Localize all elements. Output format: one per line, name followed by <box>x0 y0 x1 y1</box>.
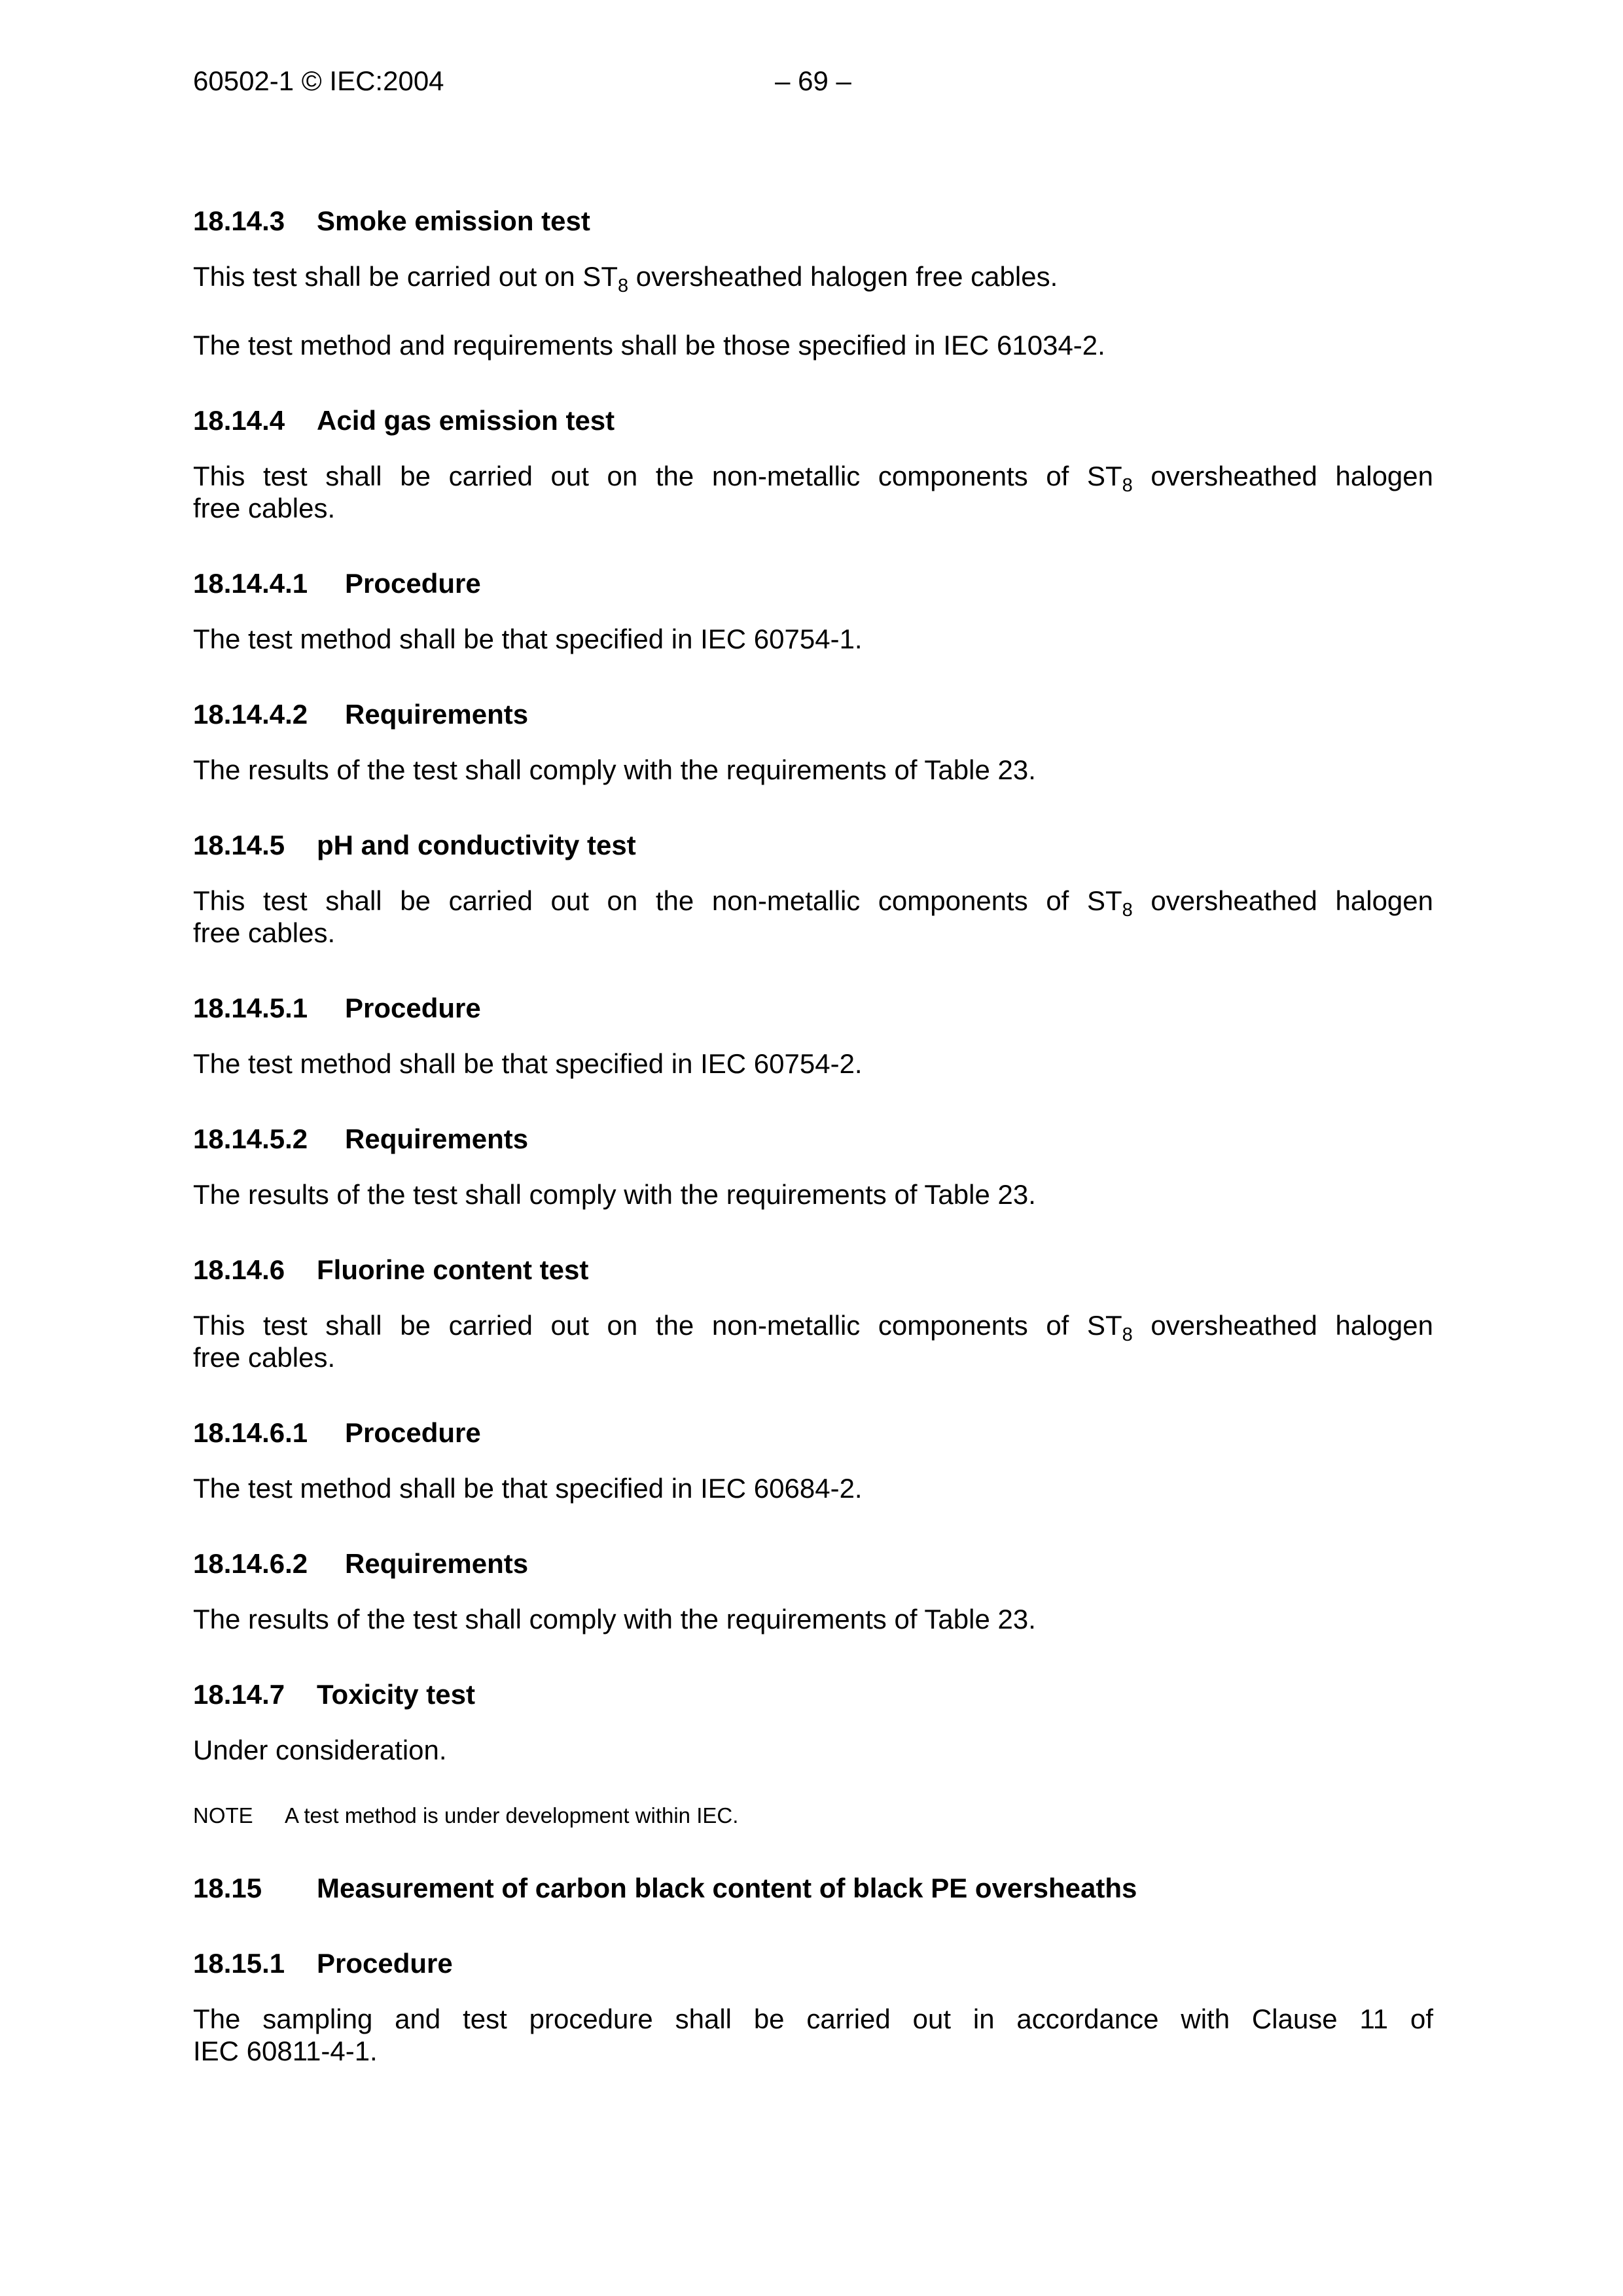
text-line <box>193 917 1433 949</box>
section-heading <box>193 1123 1433 1155</box>
text-line <box>193 1048 1433 1080</box>
text-line <box>193 329 1433 361</box>
text-line <box>193 1309 1434 1345</box>
text-segment: The results of the test shall comply with the requirements of Table 23. <box>193 1604 1036 1634</box>
clause-number: 18.14.4 <box>193 405 285 436</box>
text-segment: Under consideration. <box>193 1735 447 1765</box>
section-heading <box>193 1947 1433 1979</box>
paragraph <box>193 2003 1433 2067</box>
clause-title: Requirements <box>345 1123 529 1154</box>
text-line <box>193 1472 1433 1504</box>
text-segment: This test shall be carried out on ST <box>193 261 618 292</box>
section-heading <box>193 1254 1433 1286</box>
text-line <box>193 1178 1433 1210</box>
clause-number: 18.14.5.1 <box>193 993 308 1023</box>
clause-title: pH and conductivity test <box>317 830 636 860</box>
text-line <box>193 2003 1433 2035</box>
paragraph <box>193 1603 1433 1635</box>
paragraph <box>193 885 1433 949</box>
text-segment: The test method shall be that specified in IEC 60754-2. <box>193 1048 863 1079</box>
text-line <box>193 1603 1433 1635</box>
page-header <box>193 65 1433 97</box>
text-segment: oversheathed halogen free cables. <box>628 261 1058 292</box>
paragraph <box>193 754 1433 786</box>
text-segment: The results of the test shall comply with the requirements of Table 23. <box>193 754 1036 785</box>
clause-title: Toxicity test <box>317 1679 475 1710</box>
section-heading <box>193 404 1433 436</box>
section-heading <box>193 1872 1433 1904</box>
clause-number: 18.14.5.2 <box>193 1123 308 1154</box>
document-reference: 60502-1 © IEC:2004 <box>193 65 444 96</box>
paragraph <box>193 329 1433 361</box>
note-label: NOTE <box>193 1803 253 1828</box>
page-number: – 69 – <box>775 65 851 96</box>
clause-title: Acid gas emission test <box>317 405 615 436</box>
clause-title: Measurement of carbon black content of black PE oversheaths <box>317 1873 1137 1903</box>
paragraph <box>193 1734 1433 1766</box>
clause-number: 18.14.6.1 <box>193 1417 308 1448</box>
text-segment: This test shall be carried out on the non-metallic components of ST <box>193 1310 1122 1341</box>
paragraph <box>193 1048 1433 1080</box>
text-line <box>193 492 1433 524</box>
text-segment: oversheathed halogen <box>1132 1310 1434 1341</box>
text-segment: free cables. <box>193 493 336 523</box>
clause-title: Smoke emission test <box>317 205 590 236</box>
clause-number: 18.14.7 <box>193 1679 285 1710</box>
section-heading <box>193 992 1433 1024</box>
subscript-text: 8 <box>1122 1324 1133 1345</box>
section-heading <box>193 698 1433 730</box>
text-segment: The test method shall be that specified in IEC 60754-1. <box>193 624 863 654</box>
text-segment: oversheathed halogen <box>1132 885 1434 916</box>
clause-number: 18.14.3 <box>193 205 285 236</box>
paragraph <box>193 460 1433 524</box>
clause-title: Fluorine content test <box>317 1254 589 1285</box>
section-heading <box>193 1547 1433 1580</box>
clause-title: Procedure <box>345 993 481 1023</box>
text-segment: oversheathed halogen <box>1132 461 1434 491</box>
clause-number: 18.15 <box>193 1873 262 1903</box>
section-heading <box>193 829 1433 861</box>
section-heading <box>193 1678 1433 1710</box>
paragraph <box>193 1178 1433 1210</box>
text-line <box>193 885 1434 921</box>
paragraph <box>193 1472 1433 1504</box>
clause-number: 18.14.6.2 <box>193 1548 308 1579</box>
document-body <box>193 205 1433 2067</box>
clause-title: Requirements <box>345 1548 529 1579</box>
paragraph <box>193 1309 1433 1373</box>
text-segment: The test method and requirements shall be those specified in IEC 61034-2. <box>193 330 1105 361</box>
text-segment: The sampling and test procedure shall be carried out in accordance with Clause 11 of <box>193 2004 1433 2034</box>
text-segment: free cables. <box>193 917 336 948</box>
text-line <box>193 2035 1433 2067</box>
text-line <box>193 623 1433 655</box>
text-line <box>193 1734 1433 1766</box>
text-line <box>193 260 1433 296</box>
subscript-text: 8 <box>1122 475 1133 496</box>
text-line <box>193 460 1434 496</box>
text-segment: IEC 60811-4-1. <box>193 2036 378 2066</box>
note-text: A test method is under development within IEC. <box>285 1803 739 1828</box>
subscript-text: 8 <box>1122 900 1133 921</box>
clause-number: 18.15.1 <box>193 1948 285 1979</box>
text-segment: free cables. <box>193 1342 336 1373</box>
clause-number: 18.14.4.2 <box>193 699 308 730</box>
section-heading <box>193 567 1433 599</box>
clause-title: Requirements <box>345 699 529 730</box>
text-line <box>193 754 1433 786</box>
note <box>193 1803 1433 1829</box>
section-heading <box>193 205 1433 237</box>
text-segment: The test method shall be that specified in IEC 60684-2. <box>193 1473 863 1504</box>
text-line <box>193 1341 1433 1373</box>
clause-number: 18.14.4.1 <box>193 568 308 599</box>
clause-number: 18.14.6 <box>193 1254 285 1285</box>
text-segment: This test shall be carried out on the non-metallic components of ST <box>193 885 1122 916</box>
text-segment: This test shall be carried out on the non-metallic components of ST <box>193 461 1122 491</box>
clause-title: Procedure <box>345 568 481 599</box>
section-heading <box>193 1417 1433 1449</box>
clause-title: Procedure <box>345 1417 481 1448</box>
paragraph <box>193 260 1433 296</box>
text-segment: The results of the test shall comply with the requirements of Table 23. <box>193 1179 1036 1210</box>
subscript-text: 8 <box>617 275 629 296</box>
clause-number: 18.14.5 <box>193 830 285 860</box>
paragraph <box>193 623 1433 655</box>
clause-title: Procedure <box>317 1948 453 1979</box>
